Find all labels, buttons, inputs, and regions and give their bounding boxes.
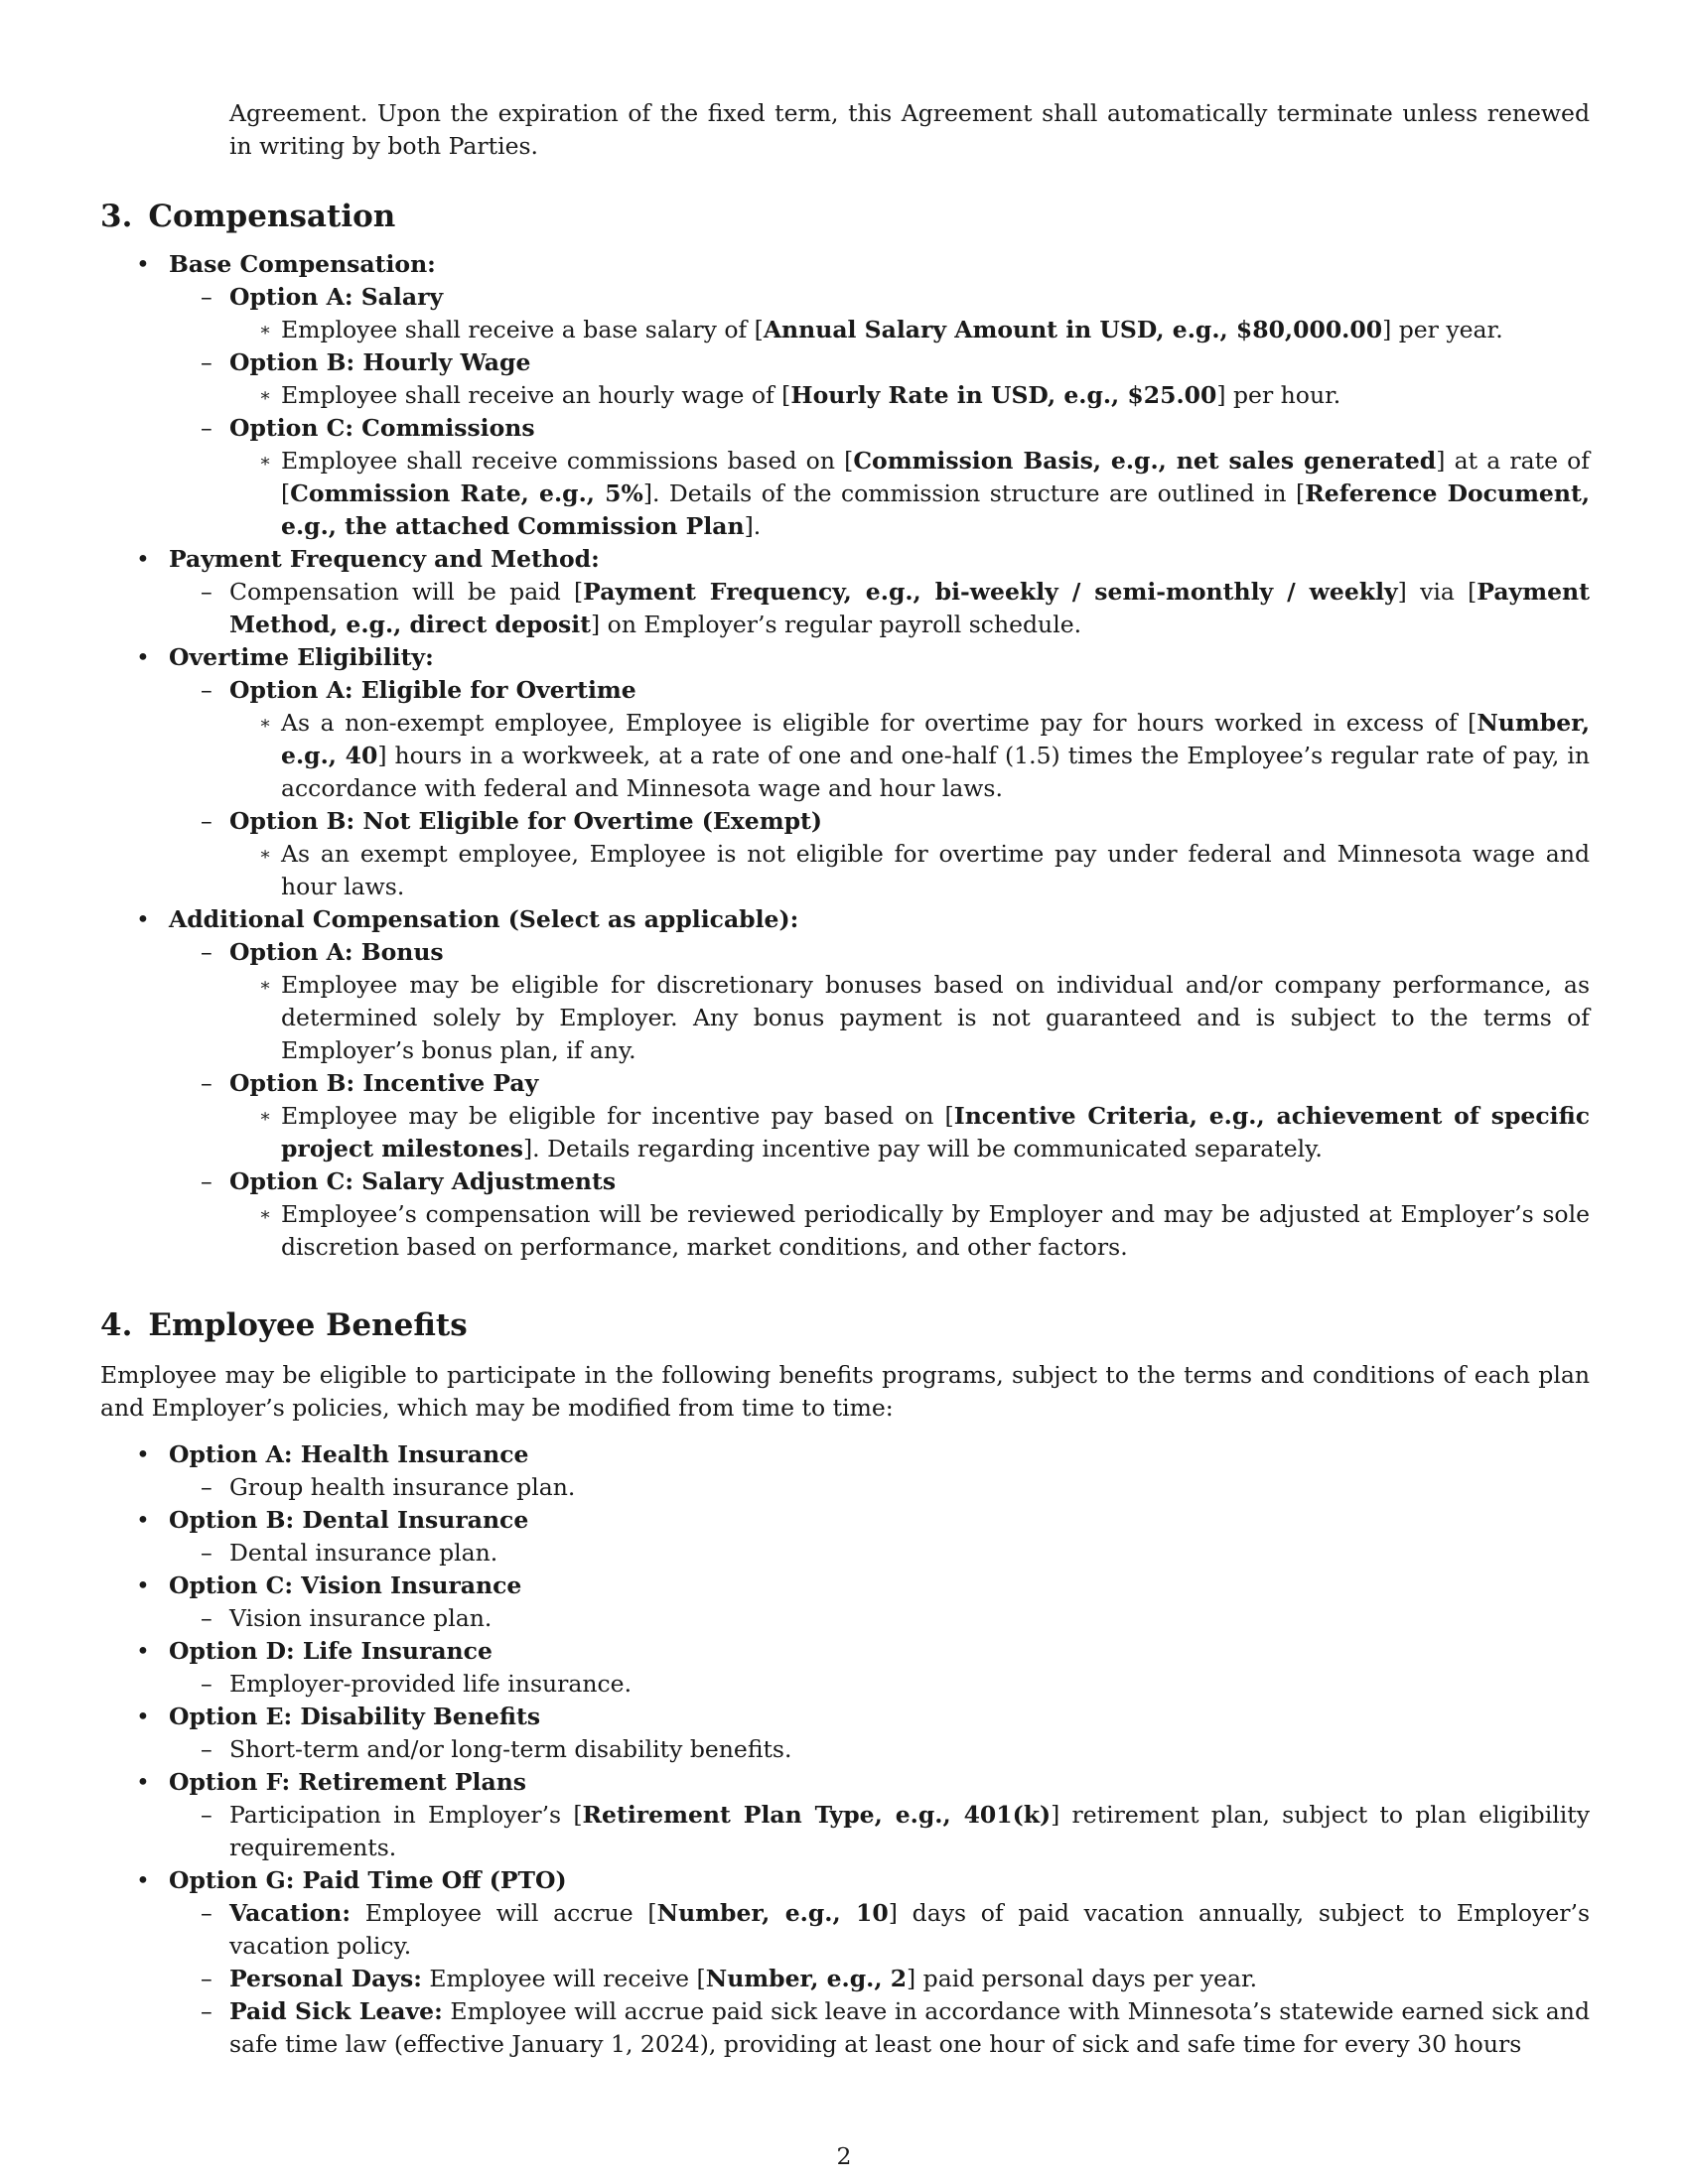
dash-icon: –: [201, 1965, 212, 1992]
asterisk-icon: ∗: [259, 320, 272, 341]
bullet-icon: •: [136, 250, 150, 278]
section-4-heading: [100, 1305, 1590, 1345]
option-title: Option C: Salary Adjustments: [229, 1167, 617, 1195]
dash-icon: –: [201, 414, 212, 442]
option-title: Option F: Retirement Plans: [169, 1768, 527, 1796]
list-item: [100, 903, 1590, 1264]
dash-icon: –: [201, 1539, 212, 1567]
list-item: [100, 1766, 1590, 1864]
list-item: [100, 248, 1590, 543]
bullet-icon: •: [136, 1440, 150, 1468]
list-item: [100, 543, 1590, 641]
section-4-number: 4.: [100, 1307, 133, 1343]
option-title: Option E: Disability Benefits: [169, 1703, 541, 1730]
asterisk-icon: ∗: [259, 844, 272, 865]
option-title: Option B: Dental Insurance: [169, 1506, 529, 1534]
list-item: [100, 1438, 1590, 1504]
list-item: [100, 641, 1590, 903]
option-title: Option A: Eligible for Overtime: [229, 676, 636, 704]
list-item: [100, 1504, 1590, 1570]
dash-icon: –: [201, 938, 212, 966]
dash-icon: –: [201, 348, 212, 376]
bullet-icon: •: [136, 643, 150, 671]
payment-label: Payment Frequency and Method:: [169, 545, 600, 573]
page-number: 2: [836, 2142, 852, 2170]
asterisk-icon: ∗: [259, 713, 272, 734]
list-item: – Paid Sick Leave: Employee will accrue paid sick leave in accordance with Minnesota’s statewide earned sick and safe time law (effective January 1, 2024), providing at least one hour of sick and safe time for every 30 hours: [201, 1997, 1590, 2058]
option-title: Option A: Bonus: [229, 938, 444, 966]
list-item: ∗ As a non-exempt employee, Employee is eligible for overtime pay for hours worked in excess of [Number, e.g., 40] hours in a workweek, at a rate of one and one-half (1.5) times the Employee’s regular rate of pay, in accordance with federal and Minnesota wage and hour laws.: [259, 709, 1590, 802]
option-title: Option A: Health Insurance: [169, 1440, 529, 1468]
list-item: [100, 1570, 1590, 1635]
option-title: Option C: Vision Insurance: [169, 1571, 522, 1599]
document-page: [100, 97, 1590, 2061]
section-3-title: Compensation: [148, 199, 396, 234]
dash-icon: –: [201, 1167, 212, 1195]
list-item: [169, 346, 1590, 412]
list-item: ∗ Employee’s compensation will be reviewed periodically by Employer and may be adjusted at Employer’s sole discretion based on performance, market conditions, and other factors.: [259, 1200, 1590, 1261]
list-item: – Participation in Employer’s [Retirement Plan Type, e.g., 401(k)] retirement plan, subject to plan eligibility requirements.: [201, 1801, 1590, 1861]
asterisk-icon: ∗: [259, 385, 272, 406]
dash-icon: –: [201, 1997, 212, 2025]
asterisk-icon: ∗: [259, 451, 272, 472]
option-title: Option B: Not Eligible for Overtime (Exempt): [229, 807, 823, 835]
list-item: – Vision insurance plan.: [169, 1602, 1590, 1635]
asterisk-icon: ∗: [259, 975, 272, 996]
bullet-icon: •: [136, 905, 150, 933]
dash-icon: –: [201, 1604, 212, 1632]
bullet-icon: •: [136, 1768, 150, 1796]
list-item: – Vacation: Employee will accrue [Number, e.g., 10] days of paid vacation annually, subject to Employer’s vacation policy.: [201, 1899, 1591, 1960]
option-title: Option B: Hourly Wage: [229, 348, 531, 376]
list-item: ∗ As an exempt employee, Employee is not eligible for overtime pay under federal and Minnesota wage and hour laws.: [259, 840, 1590, 900]
benefits-intro: Employee may be eligible to participate in the following benefits programs, subject to the terms and conditions of each plan and Employer’s policies, which may be modified from time to time:: [100, 1361, 1590, 1422]
option-title: Option C: Commissions: [229, 414, 535, 442]
list-item: [100, 1864, 1590, 2061]
dash-icon: –: [201, 1899, 212, 1927]
bullet-icon: •: [136, 1703, 150, 1730]
list-item: ∗ Employee shall receive a base salary of [Annual Salary Amount in USD, e.g., $80,000.00] per year.: [229, 314, 1590, 346]
list-item: [169, 936, 1590, 1067]
section-3-number: 3.: [100, 199, 133, 234]
dash-icon: –: [201, 283, 212, 311]
bullet-icon: •: [136, 1506, 150, 1534]
option-title: Option B: Incentive Pay: [229, 1069, 539, 1097]
list-item: – Dental insurance plan.: [169, 1537, 1590, 1570]
list-item: – Short-term and/or long-term disability benefits.: [169, 1733, 1590, 1766]
list-item: [169, 412, 1590, 543]
option-title: Option A: Salary: [229, 283, 444, 311]
benefits-list: [100, 1438, 1590, 2061]
bullet-icon: •: [136, 1866, 150, 1894]
dash-icon: –: [201, 1735, 212, 1763]
section-3-heading: [100, 197, 1590, 236]
list-item: – Group health insurance plan.: [169, 1471, 1590, 1504]
list-item: [169, 805, 1590, 903]
option-title: Option D: Life Insurance: [169, 1637, 492, 1665]
dash-icon: –: [201, 1473, 212, 1501]
dash-icon: –: [201, 1670, 212, 1698]
list-item: [169, 674, 1590, 805]
list-item: – Employer-provided life insurance.: [169, 1668, 1590, 1701]
list-item: – Personal Days: Employee will receive [Number, e.g., 2] paid personal days per year.: [169, 1963, 1590, 1995]
list-item: [100, 1635, 1590, 1701]
asterisk-icon: ∗: [259, 1204, 272, 1225]
intro-continuation: Agreement. Upon the expiration of the fixed term, this Agreement shall automatically terminate unless renewed in writing by both Parties.: [229, 99, 1590, 160]
bullet-icon: •: [136, 545, 150, 573]
bullet-icon: •: [136, 1571, 150, 1599]
list-item: ∗ Employee shall receive an hourly wage of [Hourly Rate in USD, e.g., $25.00] per hour.: [229, 379, 1590, 412]
dash-icon: –: [201, 1801, 212, 1829]
base-compensation-label: Base Compensation:: [169, 250, 436, 278]
dash-icon: –: [201, 676, 212, 704]
list-item: ∗ Employee may be eligible for discretionary bonuses based on individual and/or company performance, as determined solely by Employer. Any bonus payment is not guaranteed and is subject to the terms of Employer’s bonus plan, if any.: [259, 971, 1590, 1064]
list-item: [169, 1067, 1590, 1165]
bullet-icon: •: [136, 1637, 150, 1665]
option-title: Option G: Paid Time Off (PTO): [169, 1866, 567, 1894]
additional-compensation-label: Additional Compensation (Select as applicable):: [169, 905, 799, 933]
list-item: [169, 1165, 1590, 1264]
list-item: [169, 281, 1590, 346]
list-item: ∗ Employee may be eligible for incentive pay based on [Incentive Criteria, e.g., achievement of specific project milestones]. Details regarding incentive pay will be communicated separately.: [259, 1102, 1591, 1162]
dash-icon: –: [201, 807, 212, 835]
asterisk-icon: ∗: [259, 1106, 272, 1127]
dash-icon: –: [201, 1069, 212, 1097]
dash-icon: –: [201, 578, 212, 606]
list-item: [100, 1701, 1590, 1766]
section-4-title: Employee Benefits: [148, 1307, 468, 1343]
overtime-label: Overtime Eligibility:: [169, 643, 434, 671]
list-item: ∗ Employee shall receive commissions based on [Commission Basis, e.g., net sales generated] at a rate of [Commission Rate, e.g., 5%]. Details of the commission structure are outlined in [Reference Document, e.g., the attached Commission Plan].: [259, 447, 1591, 540]
list-item: – Compensation will be paid [Payment Frequency, e.g., bi-weekly / semi-monthly / weekly] via [Payment Method, e.g., direct deposit] on Employer’s regular payroll schedule.: [201, 578, 1590, 638]
compensation-list: [100, 248, 1590, 1264]
